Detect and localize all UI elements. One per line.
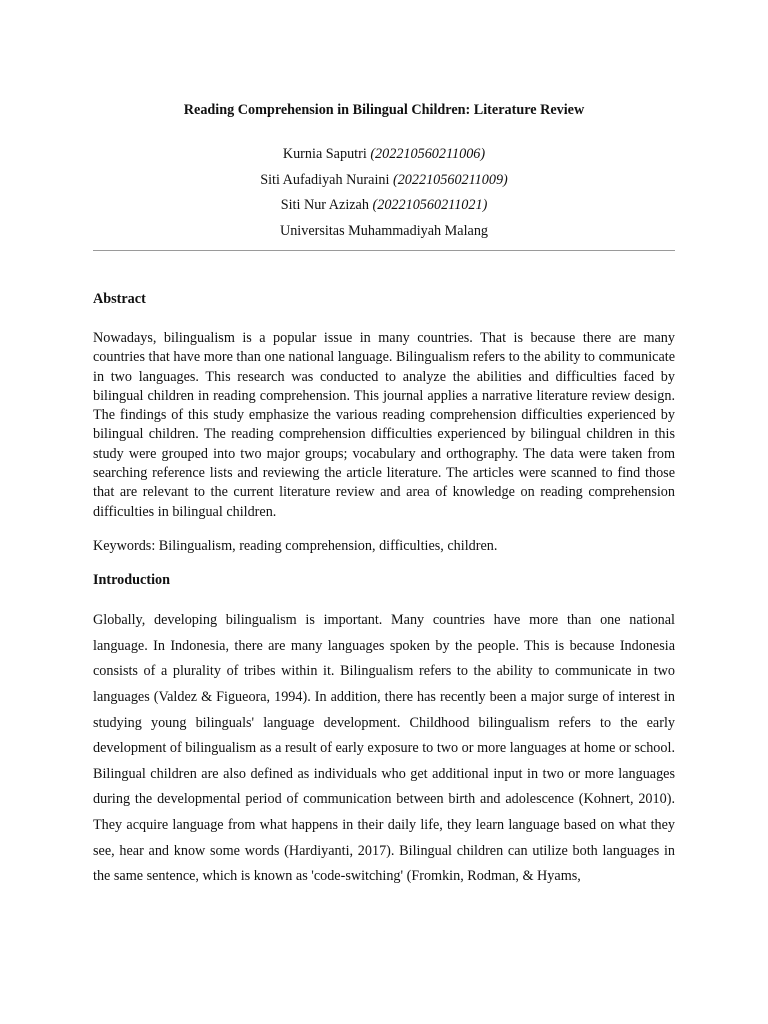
paper-title: Reading Comprehension in Bilingual Children: Literature Review: [183, 102, 585, 118]
author-line: [93, 168, 675, 194]
keywords: Keywords: Bilingualism, reading comprehension, difficulties, children.: [93, 537, 498, 554]
author-student-id: (202210560211009): [392, 171, 508, 188]
author-line: [93, 193, 675, 219]
paper-page: [93, 100, 675, 890]
abstract-text: Nowadays, bilingualism is a popular issue in many countries. That is because there are many countries that have more than one national language. Bilingualism refers to the ability to communicate in two languages. This research was conducted to analyze the abilities and difficulties faced by bilingual children in reading comprehension. This journal applies a narrative literature review design. The findings of this study emphasize the various reading comprehension difficulties experienced by bilingual children. The reading comprehension difficulties experienced by bilingual children in this study were grouped into two major groups; vocabulary and orthography. The data were taken from searching reference lists and reviewing the article literature. The articles were scanned to find those that are relevant to the current literature review and area of knowledge on reading comprehension difficulties in bilingual children.: [93, 330, 675, 520]
author-block: [93, 142, 675, 244]
author-student-id: (202210560211021): [372, 197, 488, 213]
author-name: Siti Aufadiyah Nuraini: [260, 171, 390, 188]
author-student-id: (202210560211006): [370, 146, 486, 162]
author-name: Kurnia Saputri: [282, 146, 367, 162]
author-name: Siti Nur Azizah: [280, 197, 369, 213]
introduction-heading: Introduction: [93, 572, 170, 589]
header-divider: [93, 250, 675, 251]
introduction-text: Globally, developing bilingualism is important. Many countries have more than one national language. In Indonesia, there are many languages spoken by the people. This is because Indonesia consists of a plurality of tribes within it. Bilingualism refers to the ability to communicate in two languages (Valdez & Figueora, 1994). In addition, there has recently been a major surge of interest in studying young bilinguals' language development. Childhood bilingualism refers to the early development of bilingualism as a result of early exposure to two or more languages at home or school. Bilingual children are also defined as individuals who get additional input in two or more languages during the developmental period of communication between birth and adolescence (Kohnert, 2010). They acquire language from what happens in their daily life, they learn language based on what they see, hear and know some words (Hardiyanti, 2017). Bilingual children can utilize both languages in the same sentence, which is known as 'code-switching' (Fromkin, Rodman, & Hyams,: [93, 612, 675, 885]
abstract-heading: Abstract: [93, 291, 146, 307]
author-line: [93, 142, 675, 168]
affiliation: Universitas Muhammadiyah Malang: [279, 222, 489, 239]
